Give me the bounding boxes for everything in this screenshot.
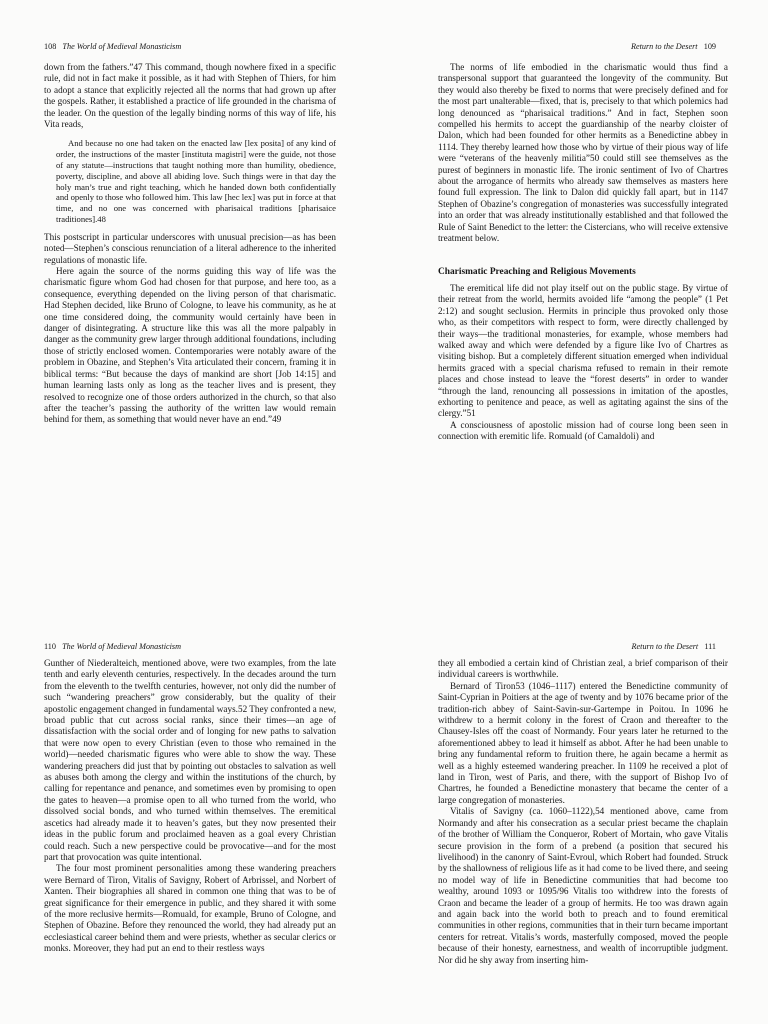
page-108 [0, 0, 384, 512]
page-body [438, 658, 728, 966]
paragraph: they all embodied a certain kind of Christian zeal, a brief comparison of their individual careers is worthwhile. [438, 658, 728, 680]
paragraph: The four most prominent personalities among these wandering preachers were Bernard of Tiron, Vitalis of Savigny, Robert of Arbrissel, and Norbert of Xanten. Their biographies all shared in common one thing that was to be of great significance for their emergence in public, and they shared it with some of the more reclusive hermits—Romuald, for example, Bruno of Cologne, and Stephen of Obazine. Before they renounced the world, they had already put an ecclesiastical career behind them and were priests, whether as secular clerics or monks. Moreover, they had put an end to their restless ways [44, 863, 336, 954]
page-number: 111 [704, 642, 716, 651]
running-header [632, 642, 716, 651]
page-body [44, 658, 336, 955]
page-number: 109 [703, 42, 716, 51]
page-body [438, 62, 728, 443]
running-header [631, 42, 716, 51]
paragraph: A consciousness of apostolic mission had of course long been seen in connection with eremitic life. Romuald (of Camaldoli) and [438, 419, 728, 442]
paragraph: The norms of life embodied in the charismatic would thus find a transpersonal support that guaranteed the longevity of the community. But they would also thereby be fixed to norms that were precisely defined and for the most part unalterable—fixed, that is, precisely to that which polemics had long denounced as “pharisaical traditions.” And in fact, Stephen soon compelled his hermits to accept the guardianship of the nearby cloister of Dalon, which had been founded for other hermits as a Benedictine abbey in 1114. They thereby learned how those who by virtue of their pious way of life were “veterans of the heavenly militia”50 could still see themselves as the purest of beginners in monastic life. The ironic sentiment of Ivo of Chartres about the arrogance of hermits who already saw themselves as masters here found full expression. The link to Dalon did quickly fall apart, but in 1147 Stephen of Obazine’s congregation of monasteries was successfully integrated into an order that was already institutionally established and that followed the Rule of Saint Benedict to the letter: the Cistercians, who will receive extensive treatment below. [438, 62, 728, 244]
running-title: The World of Medieval Monasticism [62, 42, 182, 51]
running-header [44, 42, 181, 51]
block-quote: And because no one had taken on the enacted law [lex posita] of any kind of order, the instructions of the master [instituta magistri] were the guide, not those of any statute—instructions that taught nothing more than humility, obedience, poverty, discipline, and above all abiding love. Such things were in that day the holy man’s true and right teaching, which he handed down both confidentially and openly to those who followed him. This law [hec lex] was put in force at that time, and no one was concerned with pharisaical traditions [pharisaice traditiones].48 [56, 138, 336, 225]
running-header [44, 642, 181, 651]
page-111 [384, 512, 768, 1024]
page-109 [384, 0, 768, 512]
paragraph: This postscript in particular underscores with unusual precision—as has been noted—Stephen’s conscious renunciation of a literal adherence to the inherited regulations of monastic life. [44, 231, 336, 265]
page-number: 108 [44, 42, 57, 51]
paragraph: Here again the source of the norms guiding this way of life was the charismatic figure whom God had chosen for that purpose, and here too, as a consequence, everything depended on the living person of that charismatic. Had Stephen decided, like Bruno of Cologne, to leave his community, as he at one time considered doing, the community would certainly have been in danger of disintegrating. A structure like this was all the more palpably in danger as the community grew larger through additional foundations, including those of strictly enclosed women. Contemporaries were notably aware of the problem in Obazine, and Stephen’s Vita articulated their concern, framing it in biblical terms: “But because the days of mankind are short [Job 14:15] and human learning lasts only as long as the teacher lives and is present, they resolved to recognize one of those orders authorized in the church, so that also after the teacher’s passing the authority of the written law would remain behind for them, as something that would never have an end.”49 [44, 266, 336, 425]
paragraph: down from the fathers.”47 This command, though nowhere fixed in a specific rule, did not in fact make it possible, as it had with Stephen of Thiers, for him to adopt a stance that explicitly rejected all the norms that had grown up after the gospels. Rather, it established a practice of life grounded in the charisma of the leader. On the question of the legally binding norms of this way of life, his Vita reads, [44, 62, 336, 130]
running-title: The World of Medieval Monasticism [62, 642, 181, 651]
paragraph: Vitalis of Savigny (ca. 1060–1122),54 mentioned above, came from Normandy and after his consecration as a secular priest became the chaplain of the brother of William the Conqueror, Robert of Mortain, who gave Vitalis secure provision in the form of a prebend (a position that secured his livelihood) in the canonry of Saint-Evroul, which Robert had founded. Struck by the shallowness of religious life as it had come to be lived there, and seeing no model way of life in Benedictine communities that had become too wealthy, around 1093 or 1095/96 Vitalis too withdrew into the forests of Craon and became the leader of a group of hermits. He too was drawn again and again back into the world both to preach and to found eremitical communities in other regions, communities that in their turn became important centers for retreat. Vitalis’s words, masterfully composed, moved the people because of their honesty, earnestness, and wealth of incorruptible judgment. Nor did he shy away from inserting him- [438, 806, 728, 965]
page-body [44, 62, 336, 426]
paragraph: Gunther of Niederalteich, mentioned above, were two examples, from the late tenth and early eleventh centuries, respectively. In the decades around the turn from the eleventh to the twelfth centuries, however, not only did the number of such “wandering preachers” grow considerably, but the quality of their apostolic engagement changed in fundamental ways.52 They confronted a new, broad public that cut across social ranks, since their times—an age of dissatisfaction with the social order and of longing for new paths to salvation that were now open to every Christian (even to those who remained in the world)—needed charismatic figures who were able to show the way. These wandering preachers did just that by pointing out obstacles to salvation as well as abuses both among the clergy and within the institutions of the church, by calling for repentance and penance, and sometimes even by promising to open the gates to heaven—a promise open to all who turned from the world, who dissolved social bonds, and who turned within themselves. The eremitical ascetics had already made it to heaven’s gates, but they now presented their ideas in the public forum and proclaimed heaven as a goal every Christian could reach. Such a new perspective could be provocative—and for the most part that provocation was quite intentional. [44, 658, 336, 862]
running-title: Return to the Desert [631, 642, 699, 651]
page-number: 110 [44, 642, 56, 651]
page-110 [0, 512, 384, 1024]
running-title: Return to the Desert [630, 42, 698, 51]
paragraph: Bernard of Tiron53 (1046–1117) entered the Benedictine community of Saint-Cyprian in Poitiers at the age of twenty and by 1076 became prior of the tradition-rich abbey of Saint-Savin-sur-Gartempe in Poitou. In 1096 he withdrew to a hermit colony in the forest of Craon and thereafter to the Chausey-Isles off the coast of Normandy. Four years later he returned to the aforementioned abbey to lead it himself as abbot. After he had been unable to bring any fundamental reform to fruition there, he again became a hermit as well as a highly esteemed wandering preacher. In 1109 he received a plot of land in Tiron, west of Paris, and there, with the support of Bishop Ivo of Chartres, he founded a Benedictine monastery that became the center of a large congregation of monasteries. [438, 680, 728, 805]
paragraph: The eremitical life did not play itself out on the public stage. By virtue of their retreat from the world, hermits avoided life “among the people” (1 Pet 2:12) and sought seclusion. Hermits in principle thus provoked only those who, as their competitors with respect to form, were directly challenged by their ways—the traditional monasteries, for example, whose members had walked away and which were defended by a figure like Ivo of Chartres as visiting bishop. But a completely different situation emerged when individual hermits graced with a special charisma refused to remain in their remote places and chose instead to leave the “forest deserts” in order to wander “through the land, renouncing all possessions in imitation of the apostles, exhorting to penitence and peace, as well as agitating against the sins of the clergy.”51 [438, 282, 728, 419]
section-heading: Charismatic Preaching and Religious Movements [438, 266, 636, 277]
